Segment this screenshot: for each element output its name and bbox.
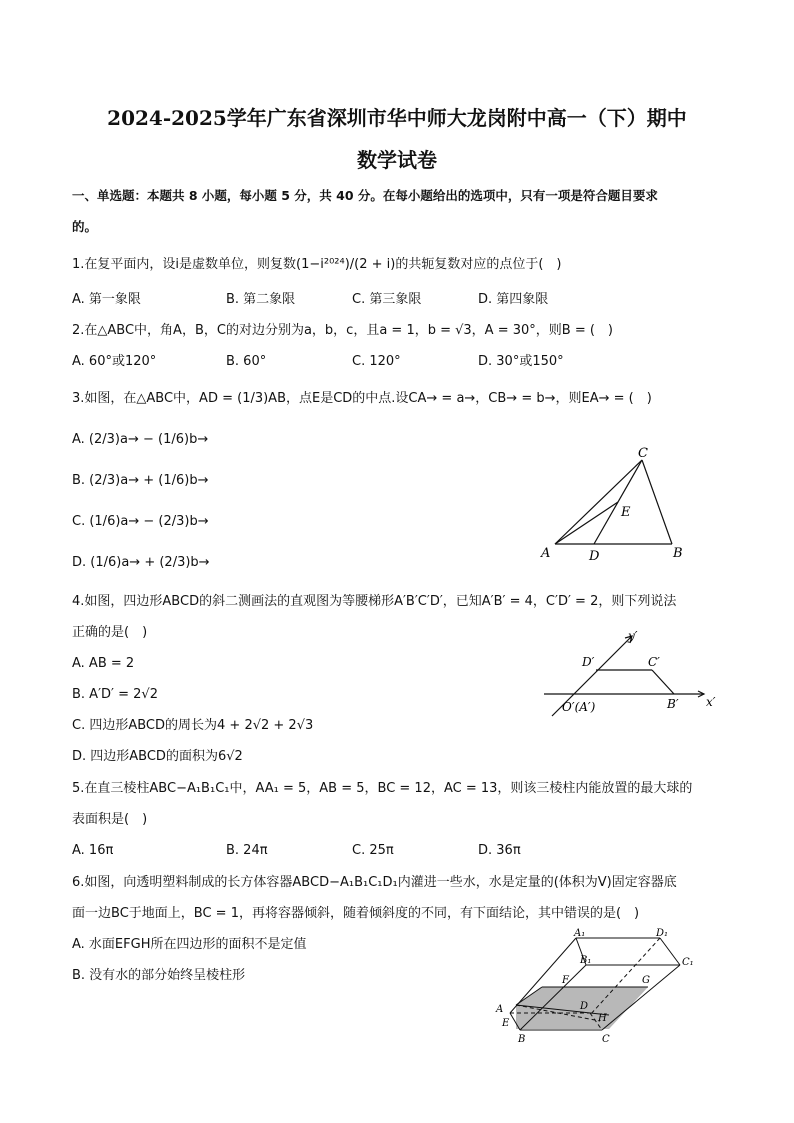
q2-option-b: B. 60° [226,354,267,369]
label-d: D [580,1001,589,1012]
label-b-prime: B′ [667,697,679,711]
q2-option-c: C. 120° [352,354,401,369]
label-c: C [638,446,648,461]
q5-option-c: C. 25π [352,843,394,858]
triangle-abc-figure [530,440,700,565]
q4-option-c: C. 四边形ABCD的周长为4 + 2√2 + 2√3 [72,718,314,733]
page-subtitle: 数学试卷 [357,148,437,172]
q2-option-d: D. 30°或150° [478,354,564,369]
q5-option-a: A. 16π [72,843,114,858]
q4-option-a: A. AB = 2 [72,656,135,671]
label-c-prime: C′ [648,655,660,669]
q3-option-c: C. (1/6)a→ − (2/3)b→ [72,514,209,529]
label-a: A [541,546,551,561]
question-6-stem-line1: 6.如图，向透明塑料制成的长方体容器ABCD−A₁B₁C₁D₁内灌进一些水，水是定量的(体积为V)固定容器底 [72,875,677,890]
q1-option-a: A. 第一象限 [72,292,141,307]
q3-option-a: A. (2/3)a→ − (1/6)b→ [72,432,209,447]
q3-option-d: D. (1/6)a→ + (2/3)b→ [72,555,210,570]
q4-option-d: D. 四边形ABCD的面积为6√2 [72,749,243,764]
question-3-stem: 3.如图，在△ABC中，AD = (1/3)AB，点E是CD的中点.设CA→ = a→，CB→ = b→，则EA→ = ( ) [72,391,652,406]
label-b: B [673,546,683,561]
label-b1: B₁ [580,955,592,966]
question-1-stem: 1.在复平面内，设i是虚数单位，则复数(1−i²⁰²⁴)/(2 + i)的共轭复数对应的点位于( ) [72,257,562,272]
section-header-line2: 的。 [72,219,98,234]
label-e: E [502,1018,510,1029]
q2-option-a: A. 60°或120° [72,354,157,369]
label-b: B [518,1034,526,1045]
tilted-container-figure [490,925,705,1050]
label-y-axis: y′ [628,629,638,643]
q1-option-d: D. 第四象限 [478,292,549,307]
label-a1: A₁ [574,928,586,939]
q5-option-b: B. 24π [226,843,268,858]
q3-option-b: B. (2/3)a→ + (1/6)b→ [72,473,209,488]
question-5-stem-line1: 5.在直三棱柱ABC−A₁B₁C₁中，AA₁ = 5，AB = 5，BC = 12，AC = 13，则该三棱柱内能放置的最大球的 [72,781,693,796]
q6-option-a: A. 水面EFGH所在四边形的面积不是定值 [72,937,307,952]
label-h: H [598,1013,607,1024]
question-2-stem: 2.在△ABC中，角A，B，C的对边分别为a，b，c，且a = 1，b = √3，A = 30°，则B = ( ) [72,323,613,338]
question-4-stem-line2: 正确的是( ) [72,625,148,640]
label-d: D [589,549,600,564]
question-5-stem-line2: 表面积是( ) [72,812,148,827]
label-d1: D₁ [656,928,669,939]
label-a: A [496,1004,504,1015]
oblique-trapezoid-figure [538,624,724,720]
label-origin: O′(A′) [562,700,596,714]
label-g: G [642,975,650,986]
q5-option-d: D. 36π [478,843,521,858]
section-header-line1: 一、单选题：本题共 8 小题，每小题 5 分，共 40 分。在每小题给出的选项中，只有一项是符合题目要求 [72,188,658,203]
label-d-prime: D′ [582,655,595,669]
q6-option-b: B. 没有水的部分始终呈棱柱形 [72,968,246,983]
question-6-stem-line2: 面一边BC于地面上，BC = 1，再将容器倾斜，随着倾斜度的不同，有下面结论，其中错误的是( ) [72,906,640,921]
page-title: 2024-2025学年广东省深圳市华中师大龙岗附中高一（下）期中 [107,106,687,130]
label-f: F [562,975,569,986]
q1-option-c: C. 第三象限 [352,292,422,307]
question-4-stem-line1: 4.如图，四边形ABCD的斜二测画法的直观图为等腰梯形A′B′C′D′，已知A′B′ = 4，C′D′ = 2，则下列说法 [72,594,677,609]
label-c: C [602,1034,610,1045]
label-e: E [621,505,631,520]
q1-option-b: B. 第二象限 [226,292,296,307]
q4-option-b: B. A′D′ = 2√2 [72,687,158,702]
label-x-axis: x′ [706,695,716,709]
label-c1: C₁ [682,957,694,968]
